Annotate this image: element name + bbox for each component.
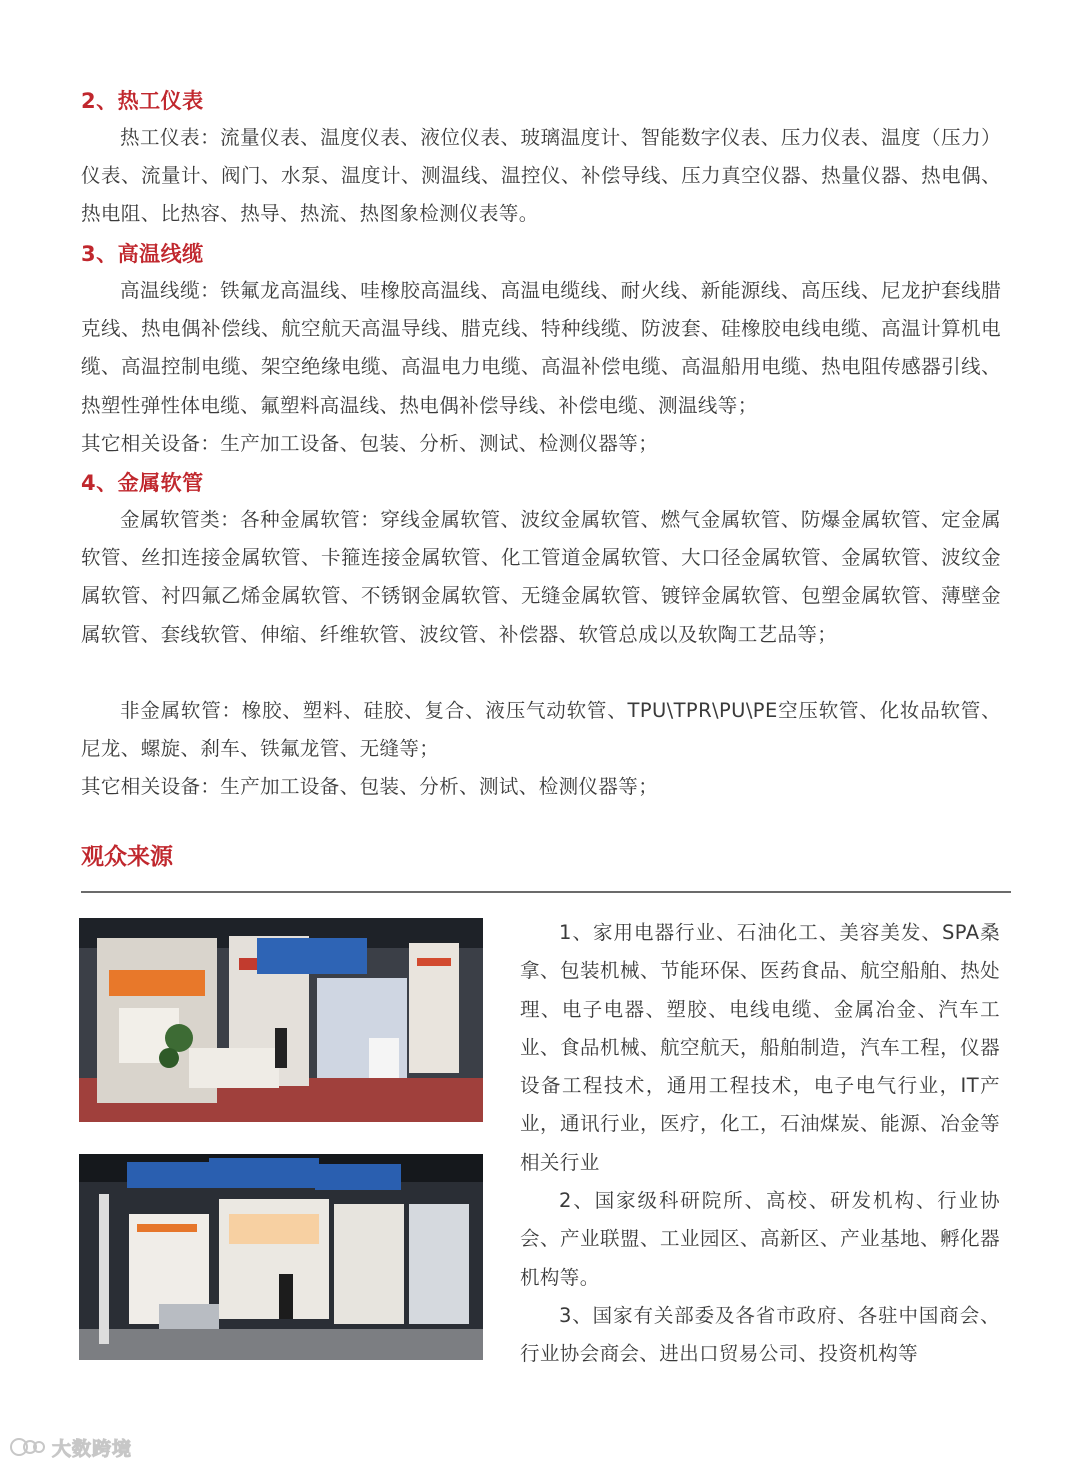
audience-source-list [520,914,1000,1374]
audience-item-2: 2、国家级科研院所、高校、研发机构、行业协会、产业联盟、工业园区、高新区、产业基地、孵化器机构等。 [520,1189,1000,1289]
audience-item-1: 1、家用电器行业、石油化工、美容美发、SPA桑拿、包装机械、节能环保、医药食品、航空船舶、热处理、电子电器、塑胶、电线电缆、金属冶金、汽车工业、食品机械、航空航天，船舶制造，汽车工程，仪器设备工程技术，通用工程技术，电子电气行业，IT产业，通讯行业，医疗，化工，石油煤炭、能源、冶金等相关行业 [520,921,1000,1174]
audience-section-title: 观众来源 [81,844,173,870]
watermark-text: 大数跨境 [52,1437,133,1460]
hose-other-equipment-text: 其它相关设备：生产加工设备、包装、分析、测试、检测仪器等； [81,775,659,798]
heading-thermal-instruments: 2、热工仪表 [81,89,204,113]
watermark [10,1432,132,1462]
nonmetal-hose-text: 非金属软管：橡胶、塑料、硅胶、复合、液压气动软管、TPU\TPR\PU\PE空压软管、化妆品软管、尼龙、螺旋、刹车、铁氟龙管、无缝等； [81,699,1001,761]
section-divider [81,891,1011,893]
exhibition-booth-photo-1 [79,918,483,1122]
watermark-logo-icon [10,1435,46,1459]
exhibition-booth-photo-2 [79,1154,483,1360]
cable-other-equipment-text: 其它相关设备：生产加工设备、包装、分析、测试、检测仪器等； [81,432,659,455]
audience-item-3: 3、国家有关部委及各省市政府、各驻中国商会、行业协会商会、进出口贸易公司、投资机构等 [520,1303,1000,1366]
heading-high-temp-cable: 3、高温线缆 [81,242,204,266]
heading-metal-hose: 4、金属软管 [81,471,204,495]
thermal-instruments-text: 热工仪表：流量仪表、温度仪表、液位仪表、玻璃温度计、智能数字仪表、压力仪表、温度（压力）仪表、流量计、阀门、水泵、温度计、测温线、温控仪、补偿导线、压力真空仪器、热量仪器、热电偶、热电阻、比热容、热导、热流、热图象检测仪表等。 [81,126,1001,226]
metal-hose-text: 金属软管类：各种金属软管：穿线金属软管、波纹金属软管、燃气金属软管、防爆金属软管、定金属软管、丝扣连接金属软管、卡箍连接金属软管、化工管道金属软管、大口径金属软管、金属软管、波纹金属软管、衬四氟乙烯金属软管、不锈钢金属软管、无缝金属软管、镀锌金属软管、包塑金属软管、薄壁金属软管、套线软管、伸缩、纤维软管、波纹管、补偿器、软管总成以及软陶工艺品等； [81,508,1001,646]
high-temp-cable-text: 高温线缆：铁氟龙高温线、哇橡胶高温线、高温电缆线、耐火线、新能源线、高压线、尼龙护套线腊克线、热电偶补偿线、航空航天高温导线、腊克线、特种线缆、防波套、硅橡胶电线电缆、高温计算机电缆、高温控制电缆、架空绝缘电缆、高温电力电缆、高温补偿电缆、高温船用电缆、热电阻传感器引线、热塑性弹性体电缆、氟塑料高温线、热电偶补偿导线、补偿电缆、测温线等； [81,279,1001,417]
